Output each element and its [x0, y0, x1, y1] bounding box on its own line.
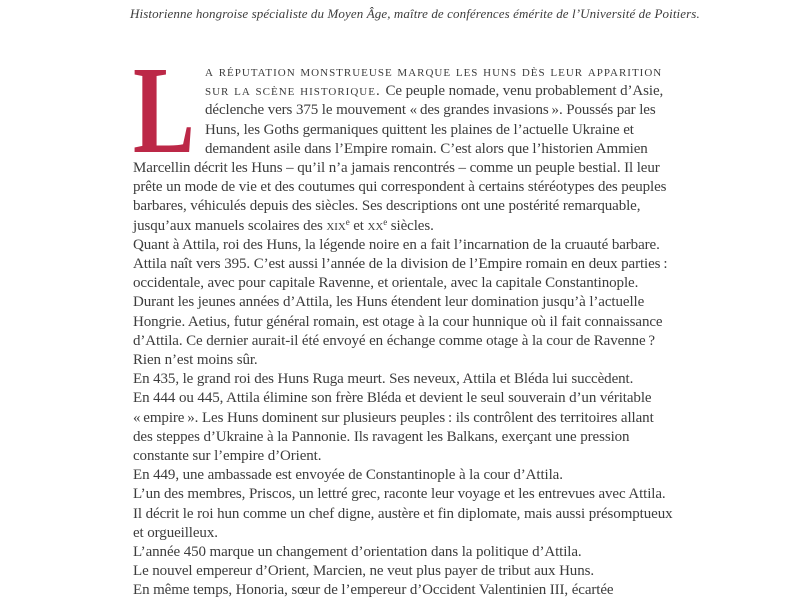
paragraph	[133, 543, 674, 562]
text-run: L’année 450 marque un changement d’orientation dans la politique d’Attila.	[133, 544, 582, 561]
text-run: Ce peuple nomade, venu probablement d’Asie, déclenche vers 375 le mouvement « des grandes invasions ». Poussés par les Huns, les Goths germaniques quittent les plaines de l’actuelle Ukraine et demandent asile dans l’Empire romain. C’est alors que l’historien Ammien Marcellin décrit les Huns – qu’il n’a jamais rencontrés – comme un peuple bestial. Il leur prête un mode de vie et des coutumes qui correspondent à certains stéréotypes des peuples barbares, véhiculés depuis des siècles. Ses descriptions ont une postérité remarquable, jusqu’aux manuels scolaires des	[133, 83, 667, 234]
text-run: e	[345, 216, 350, 227]
author-byline: Historienne hongroise spécialiste du Moyen Âge, maître de conférences émérite de l’Université de Poitiers.	[130, 6, 700, 21]
text-run: En 449, une ambassade est envoyée de Constantinople à la cour d’Attila.	[133, 467, 563, 484]
paragraph	[133, 42, 674, 236]
text-run: xix	[326, 217, 346, 234]
article-body	[133, 42, 674, 601]
paragraph	[133, 236, 674, 370]
text-run: Quant à Attila, roi des Huns, la légende noire en a fait l’incarnation de la cruauté barbare. Attila naît vers 395. C’est aussi l’année de la division de l’Empire romain en deux parties : occidentale, avec pour capitale Ravenne, et orientale, avec la capitale Constantinople. Durant les jeunes années d’Attila, les Huns étendent leur domination jusqu’à l’actuelle Hongrie. Aetius, futur général romain, est otage à la cour hunnique où il fait connaissance d’Attila. Ce dernier aurait-il été envoyé en échange comme otage à la cour de Ravenne ? Rien n’est moins sûr.	[133, 236, 668, 369]
text-run: siècles.	[387, 217, 434, 234]
dropcap-container	[133, 42, 199, 180]
paragraph	[133, 581, 674, 600]
paragraph	[133, 389, 674, 466]
text-run: En 435, le grand roi des Huns Ruga meurt. Ses neveux, Attila et Bléda lui succèdent.	[133, 371, 634, 388]
text-run: En même temps, Honoria, sœur de l’empereur d’Occident Valentinien III, écartée	[133, 582, 614, 599]
text-run: et	[349, 217, 368, 234]
dropcap-letter: L	[133, 42, 195, 180]
paragraph	[133, 485, 674, 543]
paragraph	[133, 370, 674, 389]
text-run: Le nouvel empereur d’Orient, Marcien, ne veut plus payer de tribut aux Huns.	[133, 563, 594, 580]
text-run: L’un des membres, Priscos, un lettré grec, raconte leur voyage et les entrevues avec Attila. Il décrit le roi hun comme un chef digne, austère et fin diplomate, mais aussi présomptueux et orgueilleux.	[133, 486, 673, 541]
paragraph	[133, 466, 674, 485]
paragraph	[133, 562, 674, 581]
text-run: e	[383, 216, 388, 227]
text-run: a réputation monstrueuse marque les huns dès leur apparition sur la scène historique.	[205, 64, 663, 100]
text-run: xx	[367, 217, 384, 234]
text-run: En 444 ou 445, Attila élimine son frère Bléda et devient le seul souverain d’un véritable « empire ». Les Huns dominent sur plusieurs peuples : ils contrôlent des territoires allant des steppes d’Ukraine à la Pannonie. Ils ravagent les Balkans, exerçant une pression constante sur l’empire d’Orient.	[133, 390, 654, 465]
